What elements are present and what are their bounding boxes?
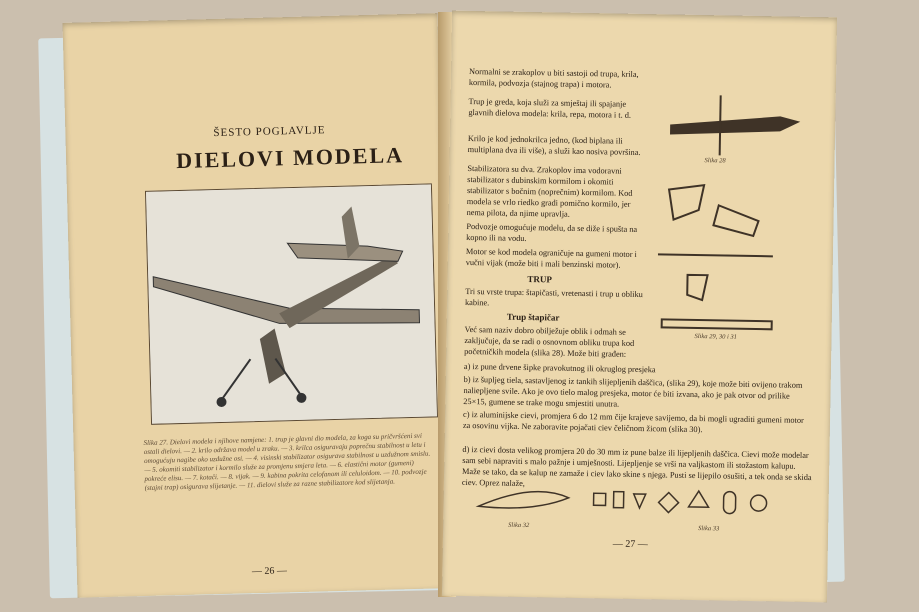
paragraph: Motor se kod modela ograničuje na gumeni motor i vučni vijak (može biti i mali benzinski motor).: [465, 246, 637, 270]
left-page: [63, 13, 453, 598]
paragraph: Već sam naziv dobro obilježuje oblik i odmah se zaključuje, da se radi o osnovnom obliku trupa kod početničkih modela (slika 28). Može biti građen:: [464, 324, 635, 359]
side-illustrations: [656, 84, 821, 347]
model-airplane-photo: [145, 183, 438, 424]
page-number-left: — 26 —: [251, 565, 288, 578]
figure-label: Slika 32: [508, 521, 530, 530]
heading-trup: TRUP: [527, 274, 553, 285]
paragraph: Stabilizatora su dva. Zrakoplov ima vodoravni stabilizator s dubinskim kormilom i okomiti stabilizator s bočnim (noprečnim) kormilom. Kod modela se vrlo riedko gradi pomično kormilo, jer nema pilota, da njime upravlja.: [466, 163, 633, 219]
figure-caption: Slika 27. Dielovi modela i njihove namjene: 1. trup je glavni dio modela, za koga su pričvršćeni svi ostali dielovi. — 2. krilo održava model u zraku. — 3. krilca osiguravaju poprečnu stabilnost u letu i omogućuju nagibe oko uzdužne osi. — 4. visinski stabilizator osigurava stabilnost u uzdužnom smislu. — 5. okomiti stabilizator i kormilo služe za promjenu smjera leta. — 6. elastični motor (gumeni) pokreće elisu. — 7. kotači. — 8. vijak. — 9. kabina pokrita celofanom ili celuloidom. — 10. podvozje (stajni trap) osigurava slijetanje. — 11. dielovi služe za razne stabilizatore kod slijetanja.: [143, 431, 431, 493]
paragraph: c) iz aluminijske cievi, promjera 6 do 12 mm čije krajeve savijemo, da bi mogli ugraditi gumeni motor za osovinu vijka. Ne zaboravite pojačati ciev čeličnom žicom (slika 30).: [462, 409, 804, 435]
right-page: [442, 11, 837, 603]
chapter-label: ŠESTO POGLAVLJE: [213, 124, 326, 140]
paragraph: Trup je greda, koja služi za smještaj ili spajanje glavnih dielova modela: krila, repa, motora i t. d.: [468, 96, 632, 120]
paragraph: Krilo je kod jednokrilca jedno, (kod biplana ili multiplana dva ili više), a služi kao nosiva površina.: [467, 133, 641, 157]
figure-label: Slika 28: [704, 157, 726, 165]
chapter-title: DIELOVI MODELA: [175, 142, 405, 174]
paragraph: d) iz cievi dosta velikog promjera 20 do 30 mm iz pune balze ili lijepljenih daščica. Cievi može modelar sam sebi napraviti s malo pažnje i umješnosti. Lijepljenje se vrši na valjkastom ili stožastom kalupu. Maže se tako, da se kalup ne zamaže i ciev lako skine s njega. Pusti se lijepilo osušiti, a tek onda se skida ciev. Oprez nalaže,: [461, 444, 812, 489]
paragraph: Podvozje omogućuje modelu, da se diže i spušta na kopno ili na vodu.: [466, 221, 638, 244]
paragraph: Normalni se zrakoplov u biti sastoji od trupa, krila, kormila, podvozja (stajnog trapa) i motora.: [468, 66, 639, 90]
paragraph: b) iz šupljeg tiela, sastavljenog iz tankih slijepljenih daščica, (slika 29), koje može biti ovijeno trakom naliepljene svile. Ako je ovo tielo malog presjeka, motor će biti izvana, ako je pak otvor od prilike 25×15, gumene se trake mogu smjestiti unutra.: [463, 374, 803, 409]
figure-label: Slika 33: [698, 525, 720, 533]
heading-stapicar: Trup štapičar: [506, 311, 560, 323]
airplane-illustration: [146, 184, 437, 423]
page-number-right: — 27 —: [612, 538, 648, 551]
paragraph: Tri su vrste trupa: štapičasti, vretenasti i trup u obliku kabine.: [464, 286, 643, 308]
figure-label: Slika 29, 30 i 31: [694, 332, 737, 341]
paragraph: a) iz pune drvene šipke pravokutnog ili okruglog presjeka: [463, 361, 656, 375]
